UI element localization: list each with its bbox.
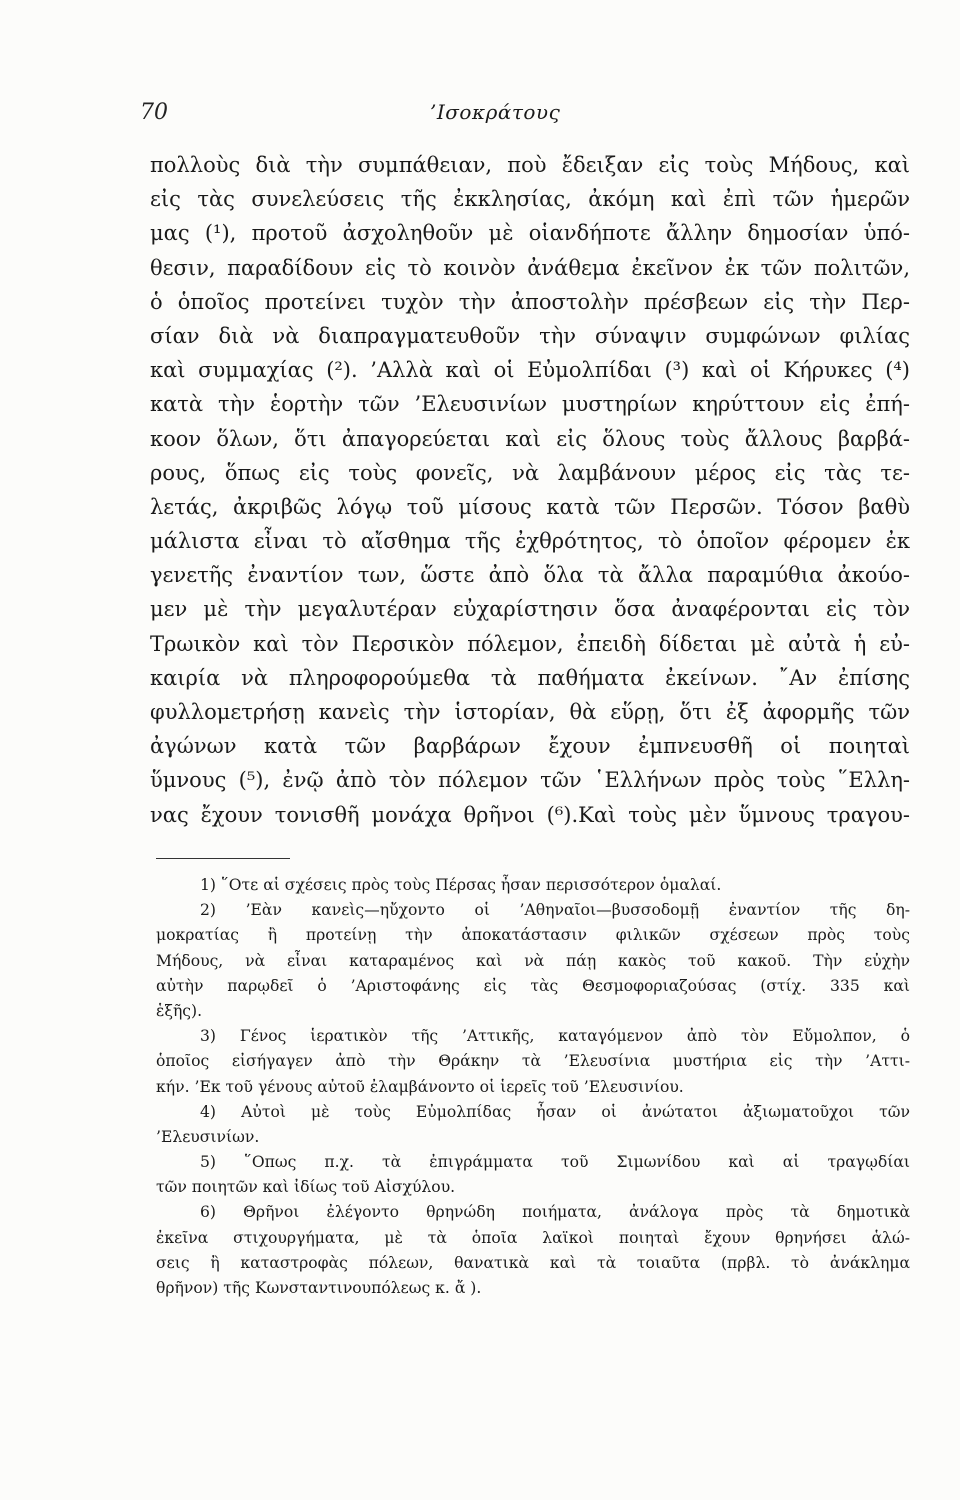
footnote-line: 6) Θρῆνοι ἐλέγοντο θρηνώδη ποιήματα, ἀνάλογα πρὸς τὰ δημοτικὰ [200,1203,910,1222]
footnote-line: αὐτὴν παρῳδεῖ ὁ ’Αριστοφάνης εἰς τὰς Θεσμοφοριαζούσας (στίχ. 335 καὶ [156,976,910,995]
text-line: θεσιν, παραδίδουν εἰς τὸ κοινὸν ἀνάθεμα ἐκεῖνον ἐκ τῶν πολιτῶν, [150,255,910,280]
text-line: πολλοὺς διὰ τὴν συμπάθειαν, ποὺ ἔδειξαν εἰς τοὺς Μήδους, καὶ [150,153,910,177]
footnote-line: ἑξῆς). [156,1001,203,1020]
footnote-separator [156,858,290,859]
text-line: μεν μὲ τὴν μεγαλυτέραν εὐχαρίστησιν ὅσα ἀναφέρονται εἰς τὸν [150,597,910,622]
text-line: μάλιστα εἶναι τὸ αἴσθημα τῆς ἐχθρότητος, τὸ ὁποῖον φέρομεν ἐκ [150,529,910,554]
footnote-line: 4) Αὐτοὶ μὲ τοὺς Εὐμολπίδας ἦσαν οἱ ἀνώτατοι ἀξιωματοῦχοι τῶν [200,1102,910,1121]
text-line: κατὰ τὴν ἑορτὴν τῶν ’Ελευσινίων μυστηρίων κηρύττουν εἰς ἐπή- [150,392,910,417]
text-line: φυλλομετρήσῃ κανεὶς τὴν ἱστορίαν, θὰ εὕρῃ, ὅτι ἐξ ἀφορμῆς τῶν [150,700,910,724]
footnote-line: ὁποῖος εἰσήγαγεν ἀπὸ τὴν Θράκην τὰ ’Ελευσίνια μυστήρια εἰς τὴν ’Αττι- [156,1052,910,1071]
footnote-line: θρῆνον) τῆς Κωνσταντινουπόλεως κ. ἄ ). [156,1279,482,1297]
footnote-line: ’Ελευσινίων. [156,1127,260,1146]
text-line: καιρία νὰ πληροφορούμεθα τὰ παθήματα ἐκείνων. ῎Αν ἐπίσης [150,665,910,690]
text-line: γενετῆς ἐναντίον των, ὥστε ἀπὸ ὅλα τὰ ἄλλα παραμύθια ἀκούο- [150,563,910,588]
running-title: ’Ισοκράτους [430,100,561,124]
main-text [150,148,910,832]
footnote-line: 1) ῞Οτε αἱ σχέσεις πρὸς τοὺς Πέρσας ἦσαν περισσότερον ὁμαλαί. [200,876,722,894]
text-line: εἰς τὰς συνελεύσεις τῆς ἐκκλησίας, ἀκόμη καὶ ἐπὶ τῶν ἡμερῶν [150,187,910,212]
footnote-line: μοκρατίας ἢ προτείνῃ τὴν ἀποκατάστασιν φιλικῶν σχέσεων πρὸς τοὺς [156,926,910,945]
text-line: σίαν διὰ νὰ διαπραγματευθοῦν τὴν σύναψιν συμφώνων φιλίας [150,323,910,348]
text-line: καὶ συμμαχίας (²). ’Αλλὰ καὶ οἱ Εὐμολπίδαι (³) καὶ οἱ Κήρυκες (⁴) [150,358,910,383]
text-line: ἀγώνων κατὰ τῶν βαρβάρων ἔχουν ἐμπνευσθῆ οἱ ποιηταὶ [150,734,910,759]
footnotes [156,873,910,1301]
footnote-line: σεις ἢ καταστροφὰς πόλεων, θανατικὰ καὶ τὰ τοιαῦτα (πρβλ. τὸ ἀνάκλημα [156,1253,910,1272]
footnote-line: 2) ’Εὰν κανεὶς—ηὔχοντο οἱ ’Αθηναῖοι—βυσσοδομῇ ἐναντίον τῆς δη- [200,901,910,920]
text-line: κοον ὅλων, ὅτι ἀπαγορεύεται καὶ εἰς ὅλους τοὺς ἄλλους βαρβά- [150,426,910,451]
text-line: ρους, ὅπως εἰς τοὺς φονεῖς, νὰ λαμβάνουν μέρος εἰς τὰς τε- [150,460,910,485]
text-line: μας (¹), προτοῦ ἀσχοληθοῦν μὲ οἱανδήποτε ἄλλην δημοσίαν ὑπό- [150,221,910,246]
footnote-line: 3) Γένος ἱερατικὸν τῆς ’Αττικῆς, καταγόμενον ἀπὸ τὸν Εὔμολπον, ὁ [200,1027,910,1046]
text-line: λετάς, ἀκριβῶς λόγῳ τοῦ μίσους κατὰ τῶν Περσῶν. Τόσον βαθὺ [150,494,910,519]
text-line: Τρωικὸν καὶ τὸν Περσικὸν πόλεμον, ἐπειδὴ δίδεται μὲ αὐτὰ ἡ εὐ- [150,631,910,656]
footnote-line: Μήδους, νὰ εἶναι καταραμένος καὶ νὰ πάῃ κακὸς τοῦ κακοῦ. Τὴν εὐχὴν [156,951,910,970]
footnote-line: 5) ῞Οπως π.χ. τὰ ἐπιγράμματα τοῦ Σιμωνίδου καὶ αἱ τραγῳδίαι [200,1153,910,1172]
text-line: νας ἔχουν τονισθῆ μονάχα θρῆνοι (⁶).Καὶ τοὺς μὲν ὕμνους τραγου- [150,802,910,827]
footnote-line: κήν. ’Εκ τοῦ γένους αὐτοῦ ἐλαμβάνοντο οἱ ἱερεῖς τοῦ ’Ελευσινίου. [156,1077,684,1096]
page-number: 70 [140,100,168,125]
text-line: ὁ ὁποῖος προτείνει τυχὸν τὴν ἀποστολὴν πρέσβεων εἰς τὴν Περ- [150,289,910,314]
footnote-line: τῶν ποιητῶν καὶ ἰδίως τοῦ Αἰσχύλου. [156,1178,456,1197]
footnote-line: ἐκεῖνα στιχουργήματα, μὲ τὰ ὁποῖα λαϊκοὶ ποιηταὶ ἔχουν θρηνήσει ἁλώ- [156,1228,910,1247]
text-line: ὕμνους (⁵), ἐνῷ ἀπὸ τὸν πόλεμον τῶν ῾Ελλήνων πρὸς τοὺς ῞Ελλη- [150,768,910,793]
